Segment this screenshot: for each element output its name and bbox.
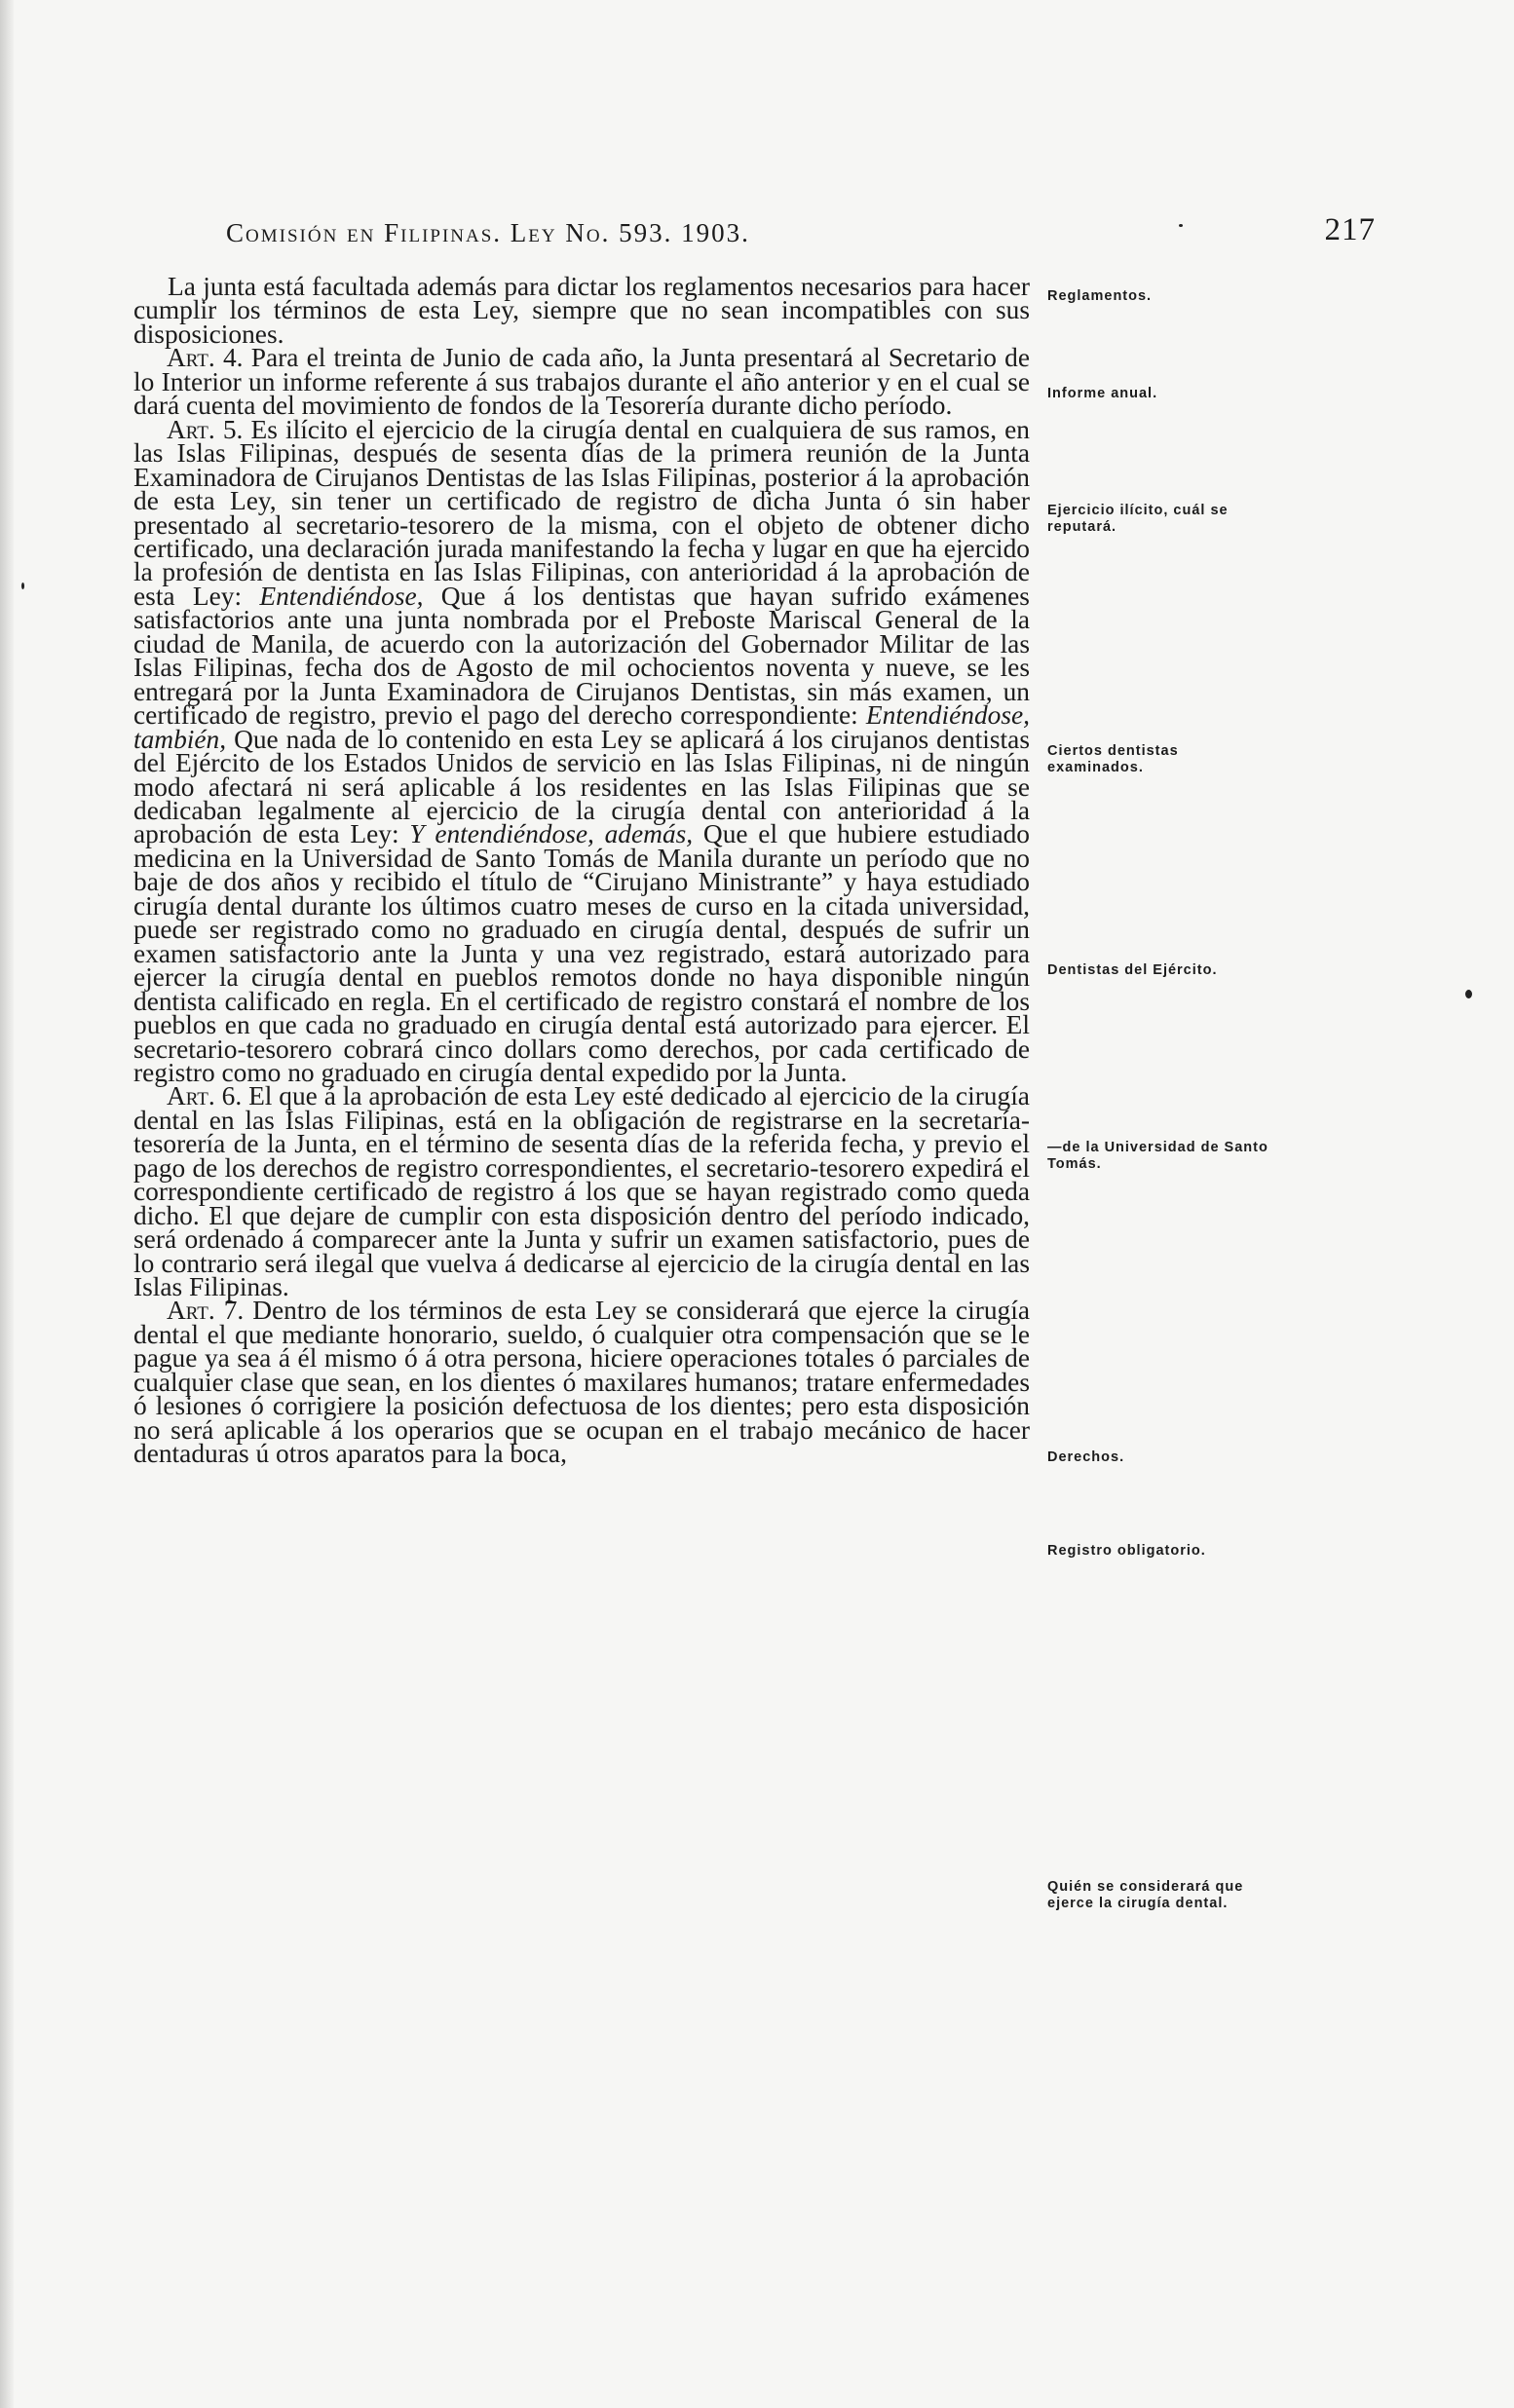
article-label: Art. 4.: [167, 343, 244, 373]
margin-note-dentistas-ejercito: Dentistas del Ejército.: [1047, 962, 1218, 978]
paragraph-art-6: Art. 6. El que á la aprobación de esta Ley esté dedicado al ejercicio de la cirugía dental en las Islas Filipinas, está en la obligación de registrarse en la secretaría-tesorería de la Junta, en el término de sesenta días de la referida fecha, y previo el pago de los derechos de registro correspondientes, el secretario-tesorero expedirá el correspondiente certificado de registro á los que se hayan registrado como queda dicho. El que dejare de cumplir con esta disposición dentro del período indicado, será ordenado á comparecer ante la Junta y sufrir un examen satisfactorio, pues de lo contrario será ilegal que vuelva á dedicarse al ejercicio de la cirugía dental en las Islas Filipinas.: [133, 1081, 1030, 1302]
article-label: Art. 6.: [167, 1081, 243, 1111]
margin-note-informe-anual: Informe anual.: [1047, 386, 1158, 401]
margin-note-registro-obligatorio: Registro obligatorio.: [1047, 1543, 1206, 1559]
margin-note-ejercicio-ilicito: Ejercicio ilícito, cuál se reputará.: [1047, 503, 1229, 535]
page-header: [226, 212, 1376, 251]
page-edge-shadow: [0, 0, 14, 2408]
ink-speck: [1465, 990, 1472, 998]
ink-speck: [1179, 224, 1183, 227]
margin-note-derechos: Derechos.: [1047, 1449, 1125, 1465]
paragraph-art-4: Art. 4. Para el treinta de Junio de cada año, la Junta presentará al Secretario de lo Interior un informe referente á sus trabajos durante el año anterior y en el cual se dará cuenta del movimiento de fondos de la Tesorería durante dicho período.: [133, 343, 1030, 421]
margin-note-universidad: —de la Universidad de Santo Tomás.: [1047, 1140, 1268, 1172]
article-label: Art. 7.: [167, 1296, 245, 1326]
paragraph-art-5: Art. 5. Es ilícito el ejercicio de la cirugía dental en cualquiera de sus ramos, en las Islas Filipinas, después de sesenta días de la primera reunión de la Junta Examinadora de Cirujanos Dentistas de las Islas Filipinas, posterior á la aprobación de esta Ley, sin tener un certificado de registro de dicha Junta ó sin haber presentado al secretario-tesorero de la misma, con el objeto de obtener dicho certificado, una declaración jurada manifestando la fecha y lugar en que ha ejercido la profesión de dentista en las Islas Filipinas, con anterioridad á la aprobación de esta Ley: Entendiéndose, Que á los dentistas que hayan sufrido exámenes satisfactorios ante una junta nombrada por el Preboste Mariscal General de la ciudad de Manila, de acuerdo con la autorización del Gobernador Militar de las Islas Filipinas, fecha dos de Agosto de mil ochocientos noventa y nueve, se les entregará por la Junta Examinadora de Cirujanos Dentistas, sin más examen, un certificado de registro, previo el pago del derecho correspondiente: Entendiéndose, también, Que nada de lo contenido en esta Ley se aplicará á los cirujanos dentistas del Ejército de los Estados Unidos de servicio en las Islas Filipinas, ni de ningún modo afectará ni será aplicable á los residentes en las Islas Filipinas que se dedicaban legalmente al ejercicio de la cirugía dental con anterioridad á la aprobación de esta Ley: Y entendiéndose, además, Que el que hubiere estudiado medicina en la Universidad de Santo Tomás de Manila durante un período que no baje de dos años y recibido el título de “Cirujano Ministrante” y haya estudiado cirugía dental durante los últimos cuatro meses de curso en la citada universidad, puede ser registrado como no graduado en cirugía dental, después de sufrir un examen satisfactorio ante la Junta y una vez registrado, estará autorizado para ejercer la cirugía dental en pueblos remotos donde no haya disponible ningún dentista calificado en regla. En el certificado de registro constará el nombre de los pueblos en que cada no graduado en cirugía dental está autorizado para ejercer. El secretario-tesorero cobrará cinco dollars como derechos, por cada certificado de registro como no graduado en cirugía dental expedido por la Junta.: [133, 414, 1030, 1087]
body-text: [133, 272, 1030, 1469]
margin-note-ciertos-dentistas: Ciertos dentistas examinados.: [1047, 743, 1179, 775]
paragraph-art-7: Art. 7. Dentro de los términos de esta Ley se considerará que ejerce la cirugía dental el que mediante honorario, sueldo, ó cualquier otra compensación que se le pague ya sea á él mismo ó á otra persona, hiciere operaciones totales ó parciales de cualquier clase que sean, en los dientes ó maxilares humanos; tratare enfermedades ó lesiones ó corrigiere la posición defectuosa de los dientes; pero esta disposición no será aplicable á los operarios que se ocupan en el trabajo mecánico de hacer dentaduras ú otros aparatos para la boca,: [133, 1296, 1030, 1469]
ink-speck: [21, 583, 24, 589]
running-head: Comisión en Filipinas. Ley No. 593. 1903.: [226, 218, 750, 247]
margin-note-quien-ejerce: Quién se considerará que ejerce la cirugía dental.: [1047, 1879, 1244, 1911]
margin-note-reglamentos: Reglamentos.: [1047, 288, 1153, 304]
paragraph-reglamentos: La junta está facultada además para dictar los reglamentos necesarios para hacer cumplir los términos de esta Ley, siempre que no sean incompatibles con sus disposiciones.: [133, 272, 1030, 349]
article-label: Art. 5.: [167, 414, 244, 444]
page-number: 217: [1324, 212, 1376, 247]
